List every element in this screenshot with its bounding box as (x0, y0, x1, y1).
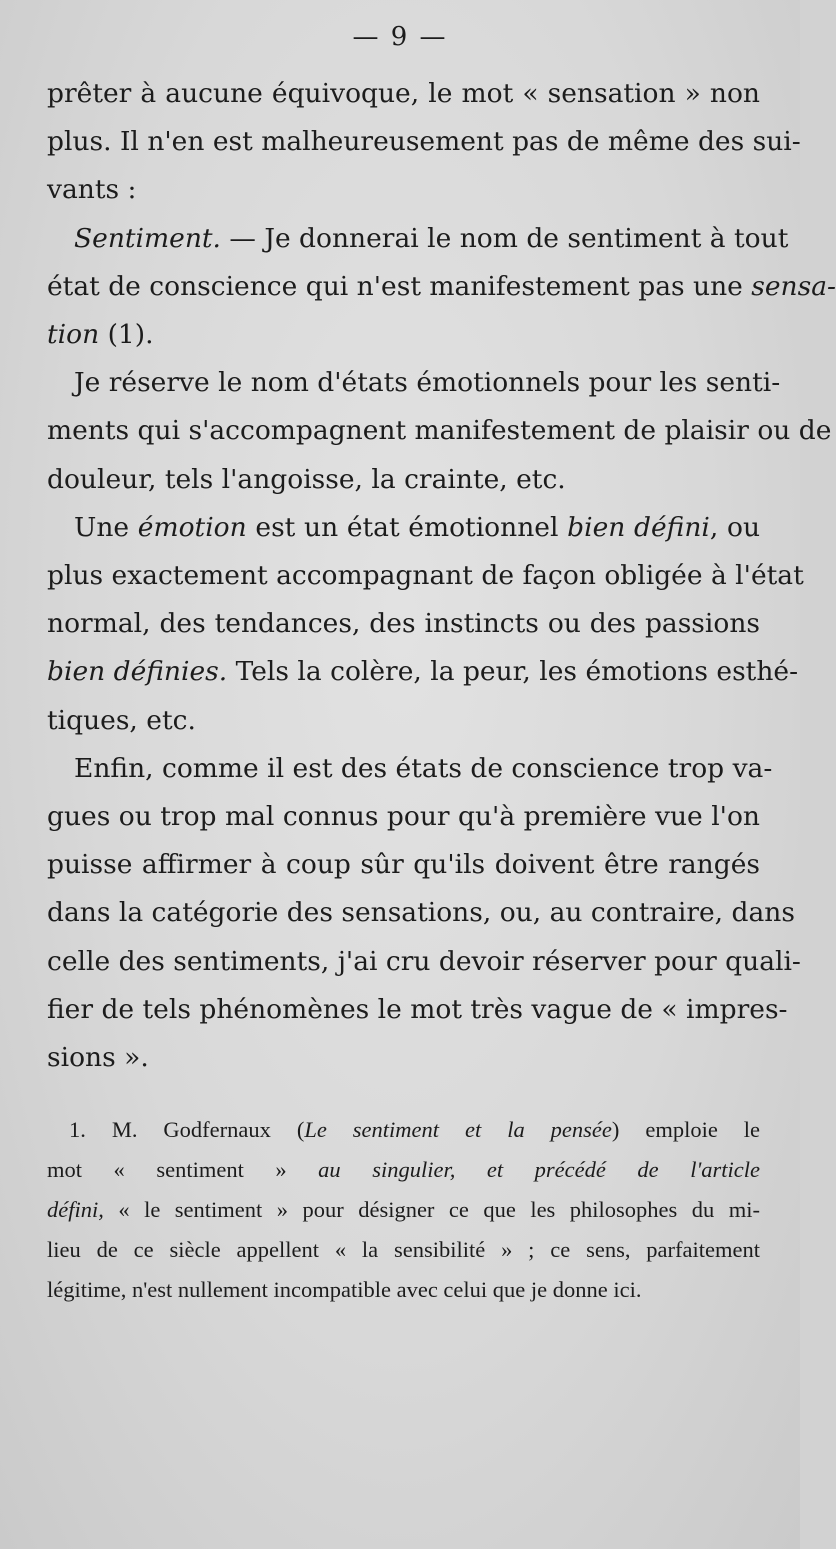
text-line: douleur, tels l'angoisse, la crainte, etc. (47, 463, 566, 495)
text-line: prêter à aucune équivoque, le mot « sensation » non (47, 78, 760, 109)
footnote-line: légitime, n'est nullement incompatible avec celui que je donne ici. (47, 1277, 642, 1302)
italic-term: tion (47, 319, 100, 351)
text-line: celle des sentiments, j'ai cru devoir réserver pour quali- (47, 945, 801, 977)
text-line: plus. Il n'en est malheureusement pas de même des sui- (47, 126, 801, 158)
text-line: Enfin, comme il est des états de conscience trop va- (74, 752, 773, 784)
footnote-line: défini, « le sentiment » pour désigner ce que les philosophes du mi- (47, 1197, 760, 1222)
italic-term: Sentiment. (74, 222, 221, 254)
text-line: ments qui s'accompagnent manifestement de plaisir ou de (47, 415, 832, 447)
text-line: gues ou trop mal connus pour qu'à première vue l'on (47, 801, 760, 833)
italic-term: bien définies. (47, 656, 228, 688)
text-line: plus exactement accompagnant de façon obligée à l'état (47, 560, 804, 592)
text-line: tion (1). (47, 319, 154, 351)
italic-term: Le sentiment et la pensée (304, 1117, 612, 1142)
text-line: bien définies. Tels la colère, la peur, les émotions esthé- (47, 656, 799, 688)
italic-term: défini, (47, 1197, 104, 1222)
italic-term: au singulier, et précédé de l'article (318, 1157, 760, 1182)
text-line: Sentiment. — Je donnerai le nom de sentiment à tout (74, 222, 789, 254)
italic-term: sensa- (751, 270, 836, 302)
footnote (47, 1110, 760, 1310)
text-line: puisse affirmer à coup sûr qu'ils doivent être rangés (47, 849, 760, 881)
footnote-line: mot « sentiment » au singulier, et précédé de l'article (47, 1157, 760, 1182)
italic-term: bien défini (567, 511, 710, 543)
text-line: état de conscience qui n'est manifestement pas une sensa- (47, 270, 836, 302)
text-line: Une émotion est un état émotionnel bien défini, ou (74, 511, 761, 543)
text-line: Je réserve le nom d'états émotionnels pour les senti- (74, 367, 781, 399)
italic-term: émotion (137, 511, 247, 543)
footnote-line: 1. M. Godfernaux (Le sentiment et la pensée) emploie le (69, 1117, 760, 1142)
page-number: — 9 — (352, 22, 448, 52)
text-line: fier de tels phénomènes le mot très vague de « impres- (47, 993, 788, 1025)
footnote-line: lieu de ce siècle appellent « la sensibilité » ; ce sens, parfaitement (47, 1237, 760, 1262)
main-text (47, 70, 836, 1082)
text-line: dans la catégorie des sensations, ou, au contraire, dans (47, 897, 795, 929)
text-line: tiques, etc. (47, 704, 196, 736)
text-line: sions ». (47, 1042, 149, 1074)
text-line: vants : (47, 174, 137, 206)
text-line: normal, des tendances, des instincts ou des passions (47, 608, 760, 640)
